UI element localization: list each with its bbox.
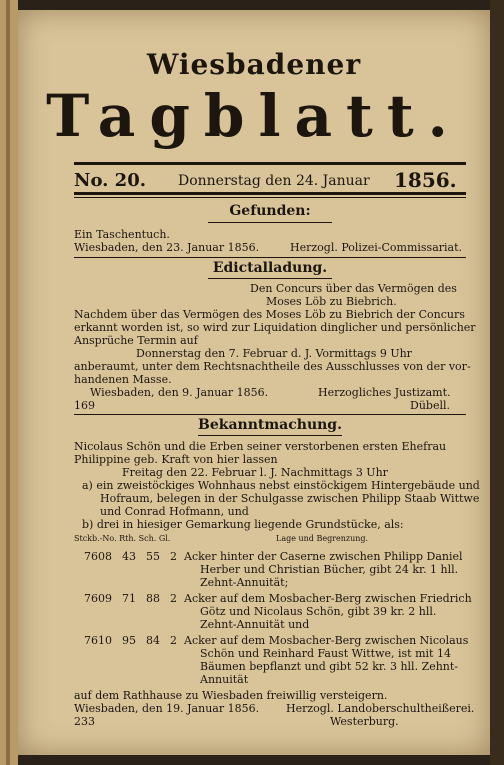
notice-number: 233 <box>74 715 95 728</box>
newspaper-page <box>18 10 490 755</box>
edict-line-1: Den Concurs über das Vermögen des <box>250 282 457 295</box>
issue-year: 1856. <box>394 168 457 192</box>
masthead-title: Tagblatt. <box>46 82 462 150</box>
table-row-3-sch: 84 <box>146 634 160 647</box>
table-row-1-l2: Herber und Christian Bücher, gibt 24 kr. 1 hll. <box>200 563 459 576</box>
table-row-3-rth: 95 <box>122 634 136 647</box>
edict-place-date: Wiesbaden, den 9. Januar 1856. <box>90 386 269 399</box>
table-row-3-l4: Annuität <box>200 673 249 686</box>
section-divider-1 <box>74 257 466 258</box>
table-row-1-gl: 2 <box>170 550 177 563</box>
edict-line-3: Nachdem über das Vermögen des Moses Löb zu Biebrich der Concurs <box>74 308 465 321</box>
table-header-left: Stckb.-No. Rth. Sch. Gl. <box>74 534 171 543</box>
issue-number: No. 20. <box>74 170 146 191</box>
masthead-rule-top <box>74 162 466 165</box>
masthead-rule-bottom-thin <box>74 197 466 198</box>
table-row-2-no: 7609 <box>84 592 112 605</box>
notice-line-2: Philippine geb. Kraft von hier lassen <box>74 453 278 466</box>
table-row-2-l3: Zehnt-Annuität und <box>200 618 310 631</box>
table-row-1-no: 7608 <box>84 550 112 563</box>
table-row-3-l1: Acker auf dem Mosbacher-Berg zwischen Nicolaus <box>184 634 469 647</box>
notice-signer: Westerburg. <box>330 715 399 728</box>
found-heading-rule <box>208 222 332 223</box>
edict-authority: Herzogliches Justizamt. <box>318 386 451 399</box>
table-row-2-rth: 71 <box>122 592 136 605</box>
edict-line-4: erkannt worden ist, so wird zur Liquidation dinglicher und persönlicher <box>74 321 476 334</box>
table-row-3-gl: 2 <box>170 634 177 647</box>
notice-place-date: Wiesbaden, den 19. Januar 1856. <box>74 702 260 715</box>
table-row-2-gl: 2 <box>170 592 177 605</box>
edict-line-7: anberaumt, unter dem Rechtsnachtheile des Ausschlusses von der vor- <box>74 360 471 373</box>
table-header-right: Lage und Begrenzung. <box>276 534 369 543</box>
spine-shadow <box>6 0 10 765</box>
page-edge <box>490 0 504 765</box>
table-row-3-no: 7610 <box>84 634 112 647</box>
issue-date: Donnerstag den 24. Januar <box>178 173 370 189</box>
table-row-3-l2: Schön und Reinhard Faust Wittwe, ist mit 14 <box>200 647 451 660</box>
notice-line-6: und Conrad Hofmann, und <box>100 505 249 518</box>
edict-heading-rule <box>208 278 332 279</box>
table-row-2-l1: Acker auf dem Mosbacher-Berg zwischen Friedrich <box>184 592 472 605</box>
found-place-date: Wiesbaden, den 23. Januar 1856. <box>74 241 260 254</box>
notice-authority: Herzogl. Landoberschultheißerei. <box>286 702 475 715</box>
edict-line-6: Donnerstag den 7. Februar d. J. Vormittags 9 Uhr <box>136 347 412 360</box>
masthead-line1: Wiesbadener <box>146 48 362 81</box>
notice-line-3: Freitag den 22. Februar l. J. Nachmittags 3 Uhr <box>122 466 388 479</box>
table-row-3-l3: Bäumen bepflanzt und gibt 52 kr. 3 hll. Zehnt- <box>200 660 459 673</box>
edict-heading: Edictalladung. <box>212 260 328 276</box>
notice-line-7: b) drei in hiesiger Gemarkung liegende Grundstücke, als: <box>82 518 404 531</box>
edict-signer: Dübell. <box>410 399 450 412</box>
edict-line-8: handenen Masse. <box>74 373 172 386</box>
table-row-1-l3: Zehnt-Annuität; <box>200 576 289 589</box>
found-item: Ein Taschentuch. <box>74 228 170 241</box>
edict-line-5: Ansprüche Termin auf <box>74 334 198 347</box>
table-row-2-l2: Götz und Nicolaus Schön, gibt 39 kr. 2 hll. <box>200 605 437 618</box>
found-authority: Herzogl. Polizei-Commissariat. <box>290 241 463 254</box>
table-row-1-sch: 55 <box>146 550 160 563</box>
notice-line-5: Hofraum, belegen in der Schulgasse zwischen Philipp Staab Wittwe <box>100 492 480 505</box>
notice-line-4: a) ein zweistöckiges Wohnhaus nebst einstöckigem Hintergebäude und <box>82 479 480 492</box>
edict-line-2: Moses Löb zu Biebrich. <box>266 295 397 308</box>
table-row-1-rth: 43 <box>122 550 136 563</box>
edict-number: 169 <box>74 399 95 412</box>
notice-closing: auf dem Rathhause zu Wiesbaden freiwillig versteigern. <box>74 689 388 702</box>
notice-heading: Bekanntmachung. <box>198 417 342 433</box>
section-divider-2 <box>74 414 466 415</box>
notice-line-1: Nicolaus Schön und die Erben seiner verstorbenen ersten Ehefrau <box>74 440 447 453</box>
found-heading: Gefunden: <box>229 203 311 219</box>
table-row-1-l1: Acker hinter der Caserne zwischen Philipp Daniel <box>184 550 463 563</box>
notice-heading-rule <box>198 435 342 436</box>
table-row-2-sch: 88 <box>146 592 160 605</box>
masthead-rule-bottom <box>74 192 466 195</box>
